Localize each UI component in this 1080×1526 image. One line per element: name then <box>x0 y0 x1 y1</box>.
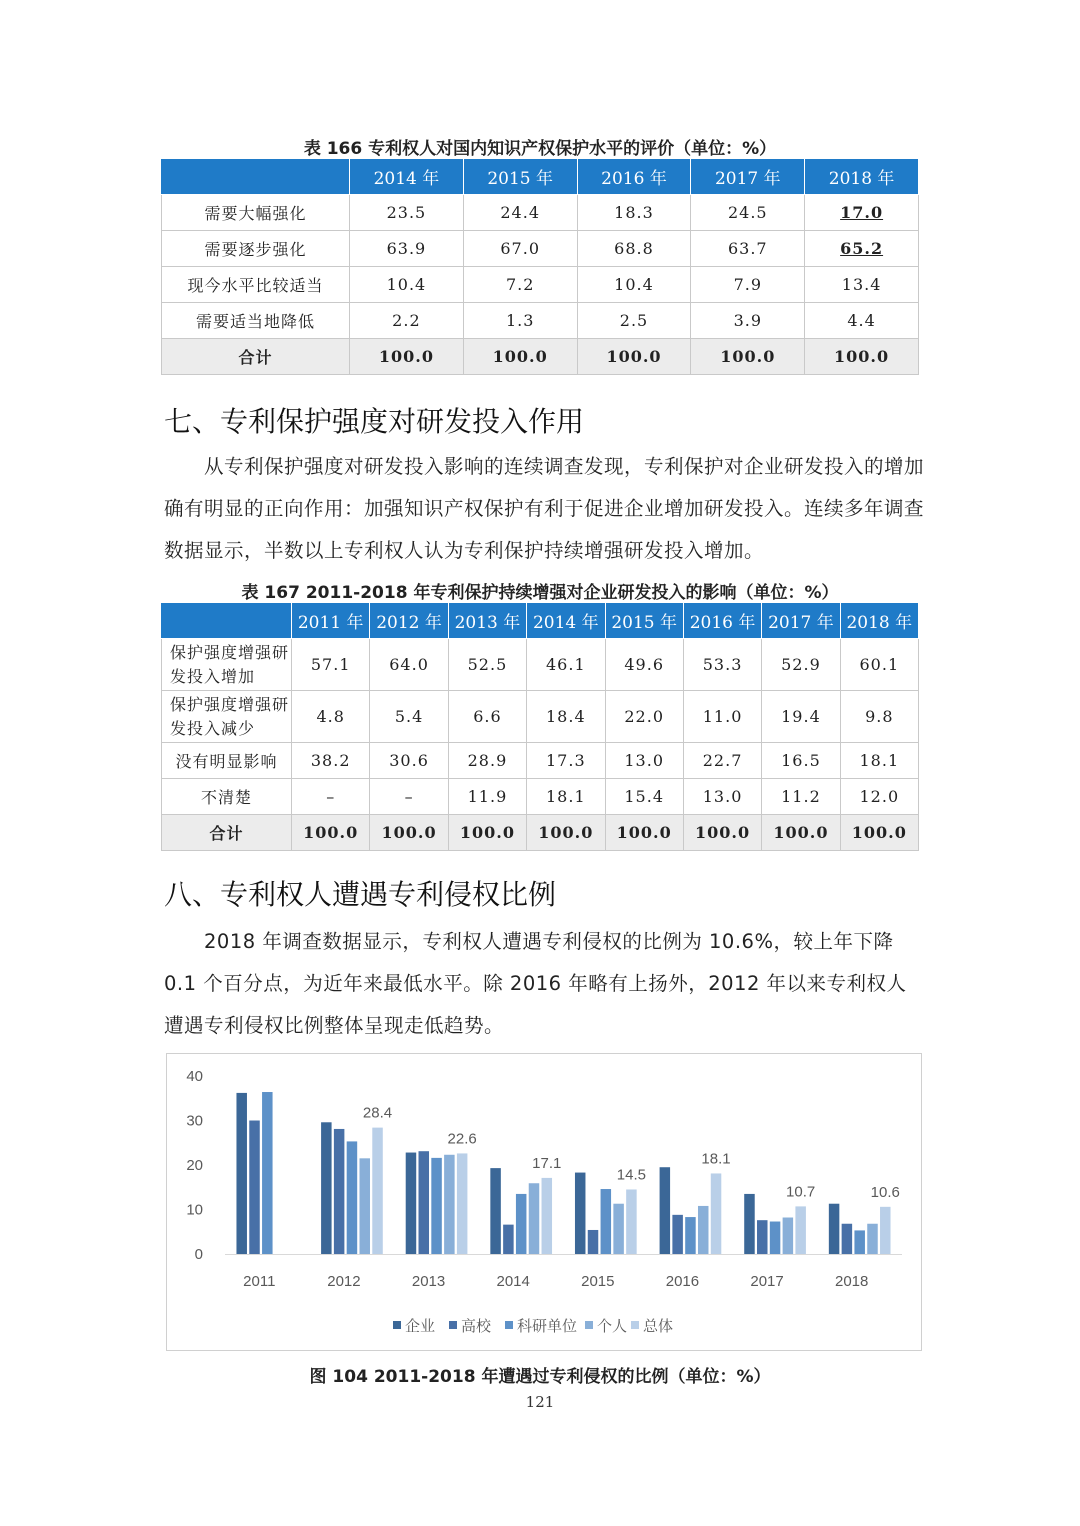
table-cell: 100.0 <box>840 815 918 851</box>
table-cell: 57.1 <box>292 639 370 691</box>
table-cell: 65.2 <box>805 231 919 267</box>
table-cell: 100.0 <box>691 339 805 375</box>
header-year: 2011 年 <box>292 603 370 639</box>
legend-label: 科研单位 <box>517 1317 578 1335</box>
table-167-caption: 表 167 2011-2018 年专利保护持续增强对企业研发投入的影响（单位：%） <box>241 583 839 603</box>
table-row <box>162 743 919 779</box>
table-cell: 5.4 <box>370 691 448 743</box>
bar-总体 <box>372 1128 383 1254</box>
bar-总体 <box>542 1178 553 1254</box>
bar-企业 <box>744 1194 755 1254</box>
chart-container <box>166 1053 922 1351</box>
x-tick-label: 2011 <box>243 1273 276 1290</box>
x-tick-label: 2018 <box>835 1273 869 1290</box>
table-cell: 100.0 <box>463 339 577 375</box>
table-cell: 4.8 <box>292 691 370 743</box>
y-tick-label: 20 <box>186 1157 203 1174</box>
table-cell: 100.0 <box>370 815 448 851</box>
table-cell: 11.0 <box>683 691 761 743</box>
table-cell: 17.3 <box>527 743 605 779</box>
table-cell: 11.9 <box>448 779 526 815</box>
legend-swatch <box>631 1321 639 1329</box>
table-cell: 13.0 <box>605 743 683 779</box>
legend-swatch <box>505 1321 513 1329</box>
table-cell: 4.4 <box>805 303 919 339</box>
table-cell: 19.4 <box>762 691 840 743</box>
header-year: 2016 年 <box>577 159 691 195</box>
table-cell: 11.2 <box>762 779 840 815</box>
bar-科研单位 <box>854 1230 865 1254</box>
bar-企业 <box>490 1168 501 1254</box>
table-cell: 30.6 <box>370 743 448 779</box>
table-cell: 46.1 <box>527 639 605 691</box>
bar-chart <box>167 1054 921 1350</box>
row-label: 合计 <box>162 339 350 375</box>
data-label: 10.7 <box>786 1183 816 1201</box>
header-year: 2015 年 <box>463 159 577 195</box>
table-166 <box>161 158 919 375</box>
table-cell: 7.9 <box>691 267 805 303</box>
table-cell: 22.0 <box>605 691 683 743</box>
table-cell: 67.0 <box>463 231 577 267</box>
bar-科研单位 <box>262 1092 273 1254</box>
data-label: 18.1 <box>701 1150 731 1168</box>
data-label: 17.1 <box>532 1154 562 1172</box>
table-row <box>162 779 919 815</box>
table-cell: 9.8 <box>840 691 918 743</box>
x-tick-label: 2013 <box>411 1273 446 1290</box>
section-7-title: 七、专利保护强度对研发投入作用 <box>164 405 585 438</box>
table-cell: – <box>292 779 370 815</box>
table-cell: 52.9 <box>762 639 840 691</box>
table-row <box>162 195 919 231</box>
bar-高校 <box>249 1121 260 1255</box>
header-year: 2013 年 <box>448 603 526 639</box>
table-cell: 2.5 <box>577 303 691 339</box>
bar-科研单位 <box>685 1217 696 1254</box>
table-cell: 12.0 <box>840 779 918 815</box>
bar-科研单位 <box>770 1222 781 1254</box>
table-cell: 24.5 <box>691 195 805 231</box>
table-cell: 100.0 <box>683 815 761 851</box>
table-cell: 68.8 <box>577 231 691 267</box>
table-cell: 52.5 <box>448 639 526 691</box>
table-cell: 17.0 <box>805 195 919 231</box>
table-cell: 53.3 <box>683 639 761 691</box>
x-tick-label: 2016 <box>665 1273 700 1290</box>
bar-高校 <box>672 1215 683 1254</box>
bar-个人 <box>613 1204 624 1254</box>
bar-科研单位 <box>516 1194 527 1254</box>
table-cell: 100.0 <box>527 815 605 851</box>
data-label: 14.5 <box>616 1166 647 1184</box>
table-cell: 24.4 <box>463 195 577 231</box>
bar-企业 <box>575 1173 586 1254</box>
table-cell: 10.4 <box>577 267 691 303</box>
bar-高校 <box>588 1230 599 1254</box>
row-label: 不清楚 <box>162 779 292 815</box>
row-label: 没有明显影响 <box>162 743 292 779</box>
section-8-title: 八、专利权人遭遇专利侵权比例 <box>164 878 557 911</box>
header-year: 2017 年 <box>762 603 840 639</box>
table-cell: 100.0 <box>577 339 691 375</box>
header-year: 2015 年 <box>605 603 683 639</box>
figure-104-caption: 图 104 2011-2018 年遭遇过专利侵权的比例（单位：%） <box>309 1367 771 1387</box>
table-cell: 100.0 <box>350 339 464 375</box>
bar-高校 <box>757 1220 768 1254</box>
header-year: 2016 年 <box>683 603 761 639</box>
header-year: 2018 年 <box>805 159 919 195</box>
table-cell: 28.9 <box>448 743 526 779</box>
table-cell: 18.1 <box>527 779 605 815</box>
data-label: 28.4 <box>362 1104 393 1122</box>
bar-高校 <box>419 1151 430 1254</box>
table-cell: 7.2 <box>463 267 577 303</box>
y-tick-label: 10 <box>186 1201 203 1219</box>
bar-个人 <box>529 1183 540 1254</box>
row-label: 合计 <box>162 815 292 851</box>
row-label: 需要大幅强化 <box>162 195 350 231</box>
row-label: 保护强度增强研发投入减少 <box>162 691 292 743</box>
header-year: 2017 年 <box>691 159 805 195</box>
table-166-caption: 表 166 专利权人对国内知识产权保护水平的评价（单位：%） <box>303 139 777 159</box>
table-cell: 60.1 <box>840 639 918 691</box>
header-year: 2012 年 <box>370 603 448 639</box>
table-cell: 100.0 <box>762 815 840 851</box>
table-row <box>162 815 919 851</box>
table-cell: 64.0 <box>370 639 448 691</box>
bar-总体 <box>457 1153 468 1254</box>
legend-swatch <box>585 1321 593 1329</box>
table-cell: 63.9 <box>350 231 464 267</box>
bar-高校 <box>334 1129 345 1254</box>
table-cell: 3.9 <box>691 303 805 339</box>
table-row <box>162 303 919 339</box>
bar-个人 <box>359 1158 370 1254</box>
table-cell: 15.4 <box>605 779 683 815</box>
row-label: 保护强度增强研发投入增加 <box>162 639 292 691</box>
x-tick-label: 2015 <box>581 1273 615 1290</box>
data-label: 10.6 <box>870 1183 900 1201</box>
table-row <box>162 639 919 691</box>
table-cell: 100.0 <box>448 815 526 851</box>
y-tick-label: 40 <box>186 1068 203 1085</box>
y-tick-label: 30 <box>186 1112 203 1130</box>
row-label: 需要逐步强化 <box>162 231 350 267</box>
table-header-row <box>162 603 919 639</box>
table-row <box>162 267 919 303</box>
table-cell: 2.2 <box>350 303 464 339</box>
bar-科研单位 <box>431 1158 442 1254</box>
table-row <box>162 339 919 375</box>
bar-高校 <box>503 1225 514 1254</box>
table-cell: 18.4 <box>527 691 605 743</box>
bar-个人 <box>444 1155 455 1254</box>
table-cell: – <box>370 779 448 815</box>
table-cell: 18.1 <box>840 743 918 779</box>
legend-label: 企业 <box>405 1317 436 1335</box>
bar-高校 <box>842 1224 853 1254</box>
header-corner <box>162 603 292 639</box>
bar-总体 <box>880 1207 891 1254</box>
bar-企业 <box>406 1153 417 1254</box>
table-row <box>162 691 919 743</box>
table-cell: 13.0 <box>683 779 761 815</box>
row-label: 现今水平比较适当 <box>162 267 350 303</box>
legend-swatch <box>449 1321 457 1329</box>
section-7-paragraph: 从专利保护强度对研发投入影响的连续调查发现，专利保护对企业研发投入的增加确有明显的正向作用：加强知识产权保护有利于促进企业增加研发投入。连续多年调查数据显示，半数以上专利权人认为专利保护持续增强研发投入增加。 <box>164 455 925 562</box>
table-cell: 100.0 <box>292 815 370 851</box>
table-cell: 6.6 <box>448 691 526 743</box>
table-cell: 16.5 <box>762 743 840 779</box>
table-cell: 100.0 <box>605 815 683 851</box>
table-cell: 10.4 <box>350 267 464 303</box>
legend-label: 总体 <box>643 1317 674 1335</box>
header-year: 2014 年 <box>350 159 464 195</box>
bar-总体 <box>711 1173 722 1254</box>
bar-个人 <box>698 1206 709 1254</box>
table-cell: 23.5 <box>350 195 464 231</box>
bar-科研单位 <box>601 1189 612 1254</box>
data-label: 22.6 <box>447 1130 477 1148</box>
table-cell: 49.6 <box>605 639 683 691</box>
row-label: 需要适当地降低 <box>162 303 350 339</box>
header-corner <box>162 159 350 195</box>
x-tick-label: 2012 <box>327 1273 361 1290</box>
bar-企业 <box>321 1122 332 1254</box>
table-cell: 22.7 <box>683 743 761 779</box>
bar-企业 <box>236 1093 247 1254</box>
legend-label: 高校 <box>461 1317 492 1335</box>
header-year: 2018 年 <box>840 603 918 639</box>
bar-总体 <box>795 1206 806 1254</box>
table-cell: 100.0 <box>805 339 919 375</box>
section-8-paragraph: 2018 年调查数据显示，专利权人遭遇专利侵权的比例为 10.6%，较上年下降 0.1 个百分点，为近年来最低水平。除 2016 年略有上扬外，2012 年以来专利权人遭遇专利侵权比例整体呈现走低趋势。 <box>164 930 907 1037</box>
bar-个人 <box>783 1218 794 1254</box>
table-cell: 1.3 <box>463 303 577 339</box>
table-header-row <box>162 159 919 195</box>
table-cell: 13.4 <box>805 267 919 303</box>
table-row <box>162 231 919 267</box>
legend-swatch <box>393 1321 401 1329</box>
bar-个人 <box>867 1224 878 1254</box>
bar-企业 <box>829 1204 840 1254</box>
table-cell: 18.3 <box>577 195 691 231</box>
table-167 <box>161 602 919 851</box>
page-number: 121 <box>525 1393 555 1411</box>
bar-企业 <box>660 1167 671 1254</box>
y-tick-label: 0 <box>194 1246 203 1263</box>
table-cell: 38.2 <box>292 743 370 779</box>
x-tick-label: 2014 <box>496 1273 530 1290</box>
header-year: 2014 年 <box>527 603 605 639</box>
legend-label: 个人 <box>597 1317 628 1335</box>
table-cell: 63.7 <box>691 231 805 267</box>
x-tick-label: 2017 <box>750 1273 784 1290</box>
bar-科研单位 <box>347 1141 358 1254</box>
bar-总体 <box>626 1189 637 1254</box>
